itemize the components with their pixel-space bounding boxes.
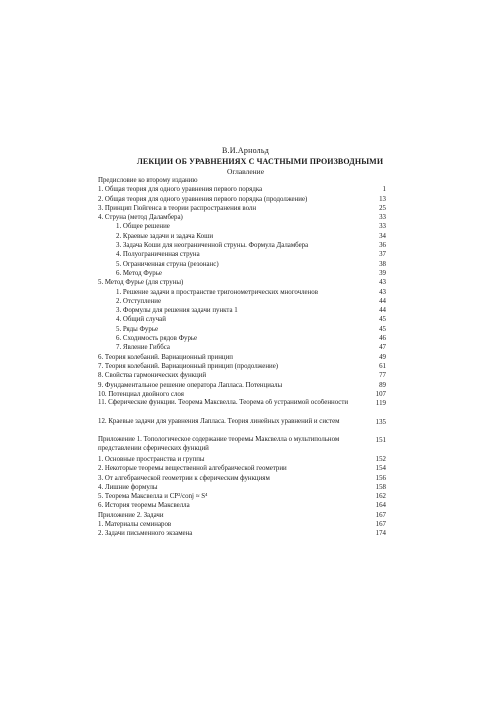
toc-entry-title: 7. Явление Гиббса <box>116 344 170 352</box>
toc-entry-title: 3. Принцип Гюйгенса в теории распространения волн <box>98 204 257 212</box>
toc-entry-title: 5. Ограниченная струна (резонанс) <box>116 260 219 268</box>
toc-entry-title: 2. Отступление <box>116 297 162 305</box>
table-of-contents <box>98 176 386 539</box>
toc-subentry <box>98 343 386 352</box>
toc-entry-page: 45 <box>379 316 386 324</box>
toc-entry-page: 107 <box>375 390 386 398</box>
toc-entry-title: 4. Струна (метод Даламбера) <box>98 214 183 222</box>
toc-entry-page: 45 <box>379 325 386 333</box>
toc-entry-page: 158 <box>375 483 386 491</box>
toc-entry-title: 6. Метод Фурье <box>116 269 162 277</box>
toc-entry-page: 151 <box>375 437 386 445</box>
author-name: В.И.Арнольд <box>222 146 269 155</box>
toc-subentry <box>98 315 386 324</box>
toc-entry-page: 164 <box>375 502 386 510</box>
toc-entry-title: 3. Задача Коши для неограниченной струны. Формула Даламбера <box>116 242 309 250</box>
toc-entry-page: 174 <box>375 530 386 538</box>
toc-entry-page: 61 <box>379 362 386 370</box>
toc-entry-title: 1. Материалы семинаров <box>98 520 172 528</box>
toc-entry <box>98 399 386 418</box>
toc-entry-title: 5. Теорема Максвелла и CP²/conj ≈ S⁴ <box>98 493 208 501</box>
toc-entry <box>98 464 386 473</box>
toc-entry-title: 7. Теория колебаний. Вариационный принцип (продолжение) <box>98 362 279 370</box>
toc-entry-page: 43 <box>379 288 386 296</box>
toc-entry <box>98 185 386 194</box>
toc-entry <box>98 455 386 464</box>
toc-subentry <box>98 222 386 231</box>
toc-entry <box>98 362 386 371</box>
toc-entry-page: 46 <box>379 335 386 343</box>
toc-entry <box>98 483 386 492</box>
toc-entry <box>98 529 386 538</box>
toc-entry-title: 12. Краевые задачи для уравнения Лапласа. Теория линейных уравнений и систем <box>98 417 340 425</box>
toc-entry <box>98 195 386 204</box>
toc-entry-page: 47 <box>379 344 386 352</box>
toc-entry-page: 43 <box>379 279 386 287</box>
toc-entry-title: 4. Лишние формулы <box>98 483 158 491</box>
toc-entry-page: 39 <box>379 269 386 277</box>
toc-subentry <box>98 250 386 259</box>
toc-entry-title: 1. Основные пространства и группы <box>98 455 205 463</box>
toc-entry-title: 3. От алгебраической геометрии к сферическим функциям <box>98 474 270 482</box>
toc-entry-page: 135 <box>375 418 386 426</box>
toc-entry-title: 10. Потенциал двойного слоя <box>98 390 184 398</box>
toc-entry <box>98 213 386 222</box>
toc-subentry <box>98 232 386 241</box>
toc-subentry <box>98 297 386 306</box>
toc-entry-title: 2. Задачи письменного экзамена <box>98 530 193 538</box>
toc-entry-title: 1. Общее решение <box>116 223 170 231</box>
toc-entry-page: 49 <box>379 353 386 361</box>
toc-entry-page: 44 <box>379 297 386 305</box>
toc-entry-title: 2. Краевые задачи и задача Коши <box>116 232 214 240</box>
toc-subentry <box>98 269 386 278</box>
toc-subentry <box>98 241 386 250</box>
toc-entry-page: 38 <box>379 260 386 268</box>
toc-entry-title: 9. Фундаментальное решение оператора Лапласа. Потенциалы <box>98 381 283 389</box>
toc-entry <box>98 418 386 437</box>
toc-entry <box>98 176 386 185</box>
toc-entry-title: 8. Свойства гармонических функций <box>98 372 207 380</box>
toc-entry-page: 36 <box>379 242 386 250</box>
toc-entry-title: 4. Полуограниченная струна <box>116 251 200 259</box>
toc-entry <box>98 381 386 390</box>
toc-entry-page: 34 <box>379 232 386 240</box>
toc-entry-title: 6. История теоремы Максвелла <box>98 502 190 510</box>
toc-entry-page: 162 <box>375 493 386 501</box>
toc-entry <box>98 371 386 380</box>
toc-entry-page: 152 <box>375 455 386 463</box>
toc-entry-page: 44 <box>379 307 386 315</box>
toc-entry-title: 6. Теория колебаний. Вариационный принцип <box>98 353 233 361</box>
toc-entry <box>98 390 386 399</box>
toc-entry-page: 156 <box>375 474 386 482</box>
toc-entry-page: 33 <box>379 214 386 222</box>
toc-entry <box>98 204 386 213</box>
toc-entry-title: 5. Ряды Фурье <box>116 325 159 333</box>
toc-entry-page: 167 <box>375 511 386 519</box>
toc-subentry <box>98 288 386 297</box>
toc-entry <box>98 520 386 529</box>
toc-entry-title: 5. Метод Фурье (для струны) <box>98 279 184 287</box>
toc-entry-title: Предисловие ко второму изданию <box>98 177 198 184</box>
toc-entry <box>98 353 386 362</box>
toc-subentry <box>98 260 386 269</box>
toc-entry-page: 89 <box>379 381 386 389</box>
toc-entry-title: 3. Формулы для решения задачи пункта 1 <box>116 307 238 315</box>
toc-entry <box>98 501 386 510</box>
toc-entry <box>98 474 386 483</box>
document-title: ЛЕКЦИИ ОБ УРАВНЕНИЯХ С ЧАСТНЫМИ ПРОИЗВОДНЫМИ <box>136 157 384 166</box>
toc-entry-page: 13 <box>379 195 386 203</box>
toc-entry-title: 1. Решение задачи в пространстве тригонометрических многочленов <box>116 288 318 296</box>
toc-entry-title: 11. Сферические функции. Теорема Максвелла. Теорема об устранимой особенности <box>98 399 349 407</box>
toc-heading: Оглавление <box>226 167 265 176</box>
toc-entry-page: 25 <box>379 204 386 212</box>
toc-subentry <box>98 334 386 343</box>
toc-entry-title: 4. Общий случай <box>116 316 166 324</box>
toc-entry-page: 1 <box>382 186 386 194</box>
toc-entry <box>98 278 386 287</box>
toc-entry <box>98 492 386 501</box>
toc-entry-page: 154 <box>375 465 386 473</box>
toc-entry-title: 2. Общая теория для одного уравнения первого порядка (продолжение) <box>98 195 308 203</box>
toc-entry-title: 2. Некоторые теоремы вещественной алгебраической геометрии <box>98 465 287 473</box>
toc-entry <box>98 511 386 520</box>
toc-entry <box>98 436 386 455</box>
toc-entry-page: 119 <box>375 400 386 408</box>
toc-entry-title: 6. Сходимость рядов Фурье <box>116 335 198 343</box>
toc-entry-page: 167 <box>375 520 386 528</box>
toc-entry-title: Приложение 2. Задачи <box>98 511 164 519</box>
toc-entry-page: 77 <box>379 372 386 380</box>
toc-entry-page: 33 <box>379 223 386 231</box>
toc-subentry <box>98 306 386 315</box>
toc-entry-page: 37 <box>379 251 386 259</box>
toc-entry-title: 1. Общая теория для одного уравнения первого порядка <box>98 186 263 194</box>
toc-subentry <box>98 325 386 334</box>
toc-entry-title: Приложение 1. Топологическое содержание теоремы Максвелла о мультипольном представлении сферических функций <box>98 436 340 452</box>
